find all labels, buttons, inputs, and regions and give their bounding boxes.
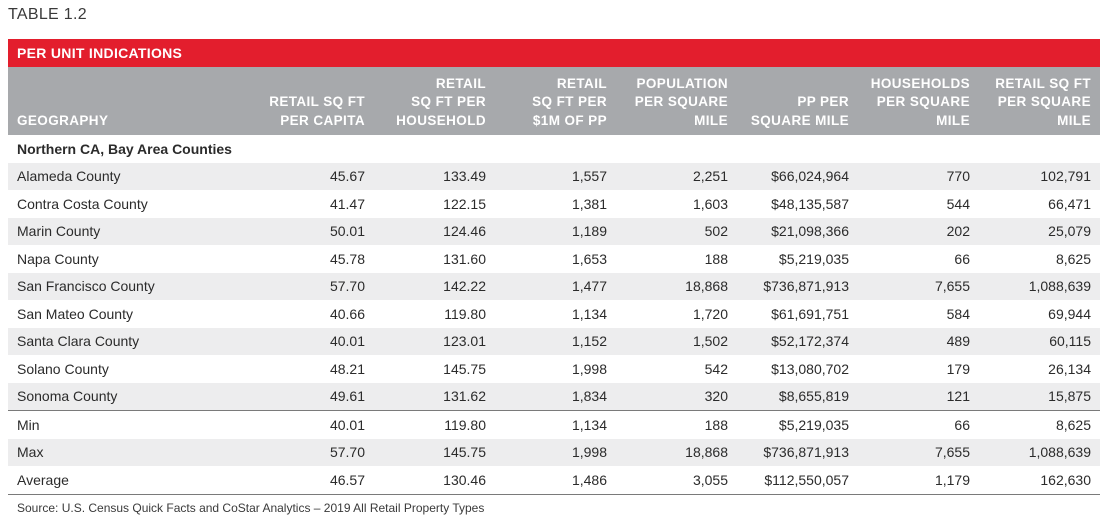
table-row [8, 411, 1100, 439]
table-cell: 145.75 [374, 439, 495, 467]
table-cell: 7,655 [858, 273, 979, 301]
table-cell: 162,630 [979, 466, 1100, 494]
table-row [8, 245, 1100, 273]
column-header-line: PER SQUARE [997, 94, 1091, 109]
table-cell: 1,134 [495, 411, 616, 439]
table-cell: 122.15 [443, 195, 486, 212]
table-cell: $8,655,819 [737, 383, 858, 411]
column-header-line: GEOGRAPHY [17, 112, 109, 128]
table-cell: 1,189 [495, 218, 616, 246]
table-cell: 1,152 [495, 328, 616, 356]
table-cell: $61,691,751 [771, 305, 849, 322]
column-header [858, 67, 979, 135]
table-cell: 119.80 [444, 305, 486, 322]
table-cell: 145.75 [443, 360, 486, 377]
table-row [8, 439, 1100, 467]
source-note: Source: U.S. Census Quick Facts and CoStar Analytics – 2019 All Retail Property Types [17, 500, 485, 515]
column-header-line: PER SQUARE [634, 94, 728, 109]
table-cell: 40.01 [248, 411, 374, 439]
table-cell: 1,557 [495, 163, 616, 191]
table-cell: 69,944 [1048, 305, 1091, 322]
table-cell: 40.01 [248, 328, 374, 356]
table-row [8, 300, 1100, 328]
table-cell: $5,219,035 [737, 411, 858, 439]
table-row [8, 466, 1100, 494]
column-header-line: MILE [694, 112, 728, 128]
column-header [8, 67, 248, 135]
table-cell: $66,024,964 [737, 163, 858, 191]
table-cell: 1,134 [571, 305, 607, 322]
column-header-line: MILE [1057, 112, 1091, 128]
table-cell: 40.66 [329, 305, 365, 322]
table-cell: 2,251 [616, 163, 737, 191]
table-cell: 1,998 [495, 439, 616, 467]
table-cell: 41.47 [329, 195, 365, 212]
table-cell: 502 [616, 218, 737, 246]
table-cell: 1,088,639 [979, 273, 1100, 301]
table-cell: 50.01 [248, 218, 374, 246]
table-cell: 48.21 [329, 360, 365, 377]
table-cell: 8,625 [979, 411, 1100, 439]
row-label: Min [8, 411, 248, 439]
table-row [8, 355, 1100, 383]
column-header-line: RETAIL SQ FT [995, 75, 1091, 91]
row-label: Santa Clara County [8, 328, 248, 356]
column-header-line: $1M OF PP [532, 112, 607, 128]
table-cell: 1,088,639 [979, 439, 1100, 467]
column-header [248, 67, 374, 135]
table-cell: 1,653 [571, 250, 607, 267]
column-header-line: PER CAPITA [280, 112, 365, 128]
table-row [8, 383, 1100, 411]
column-header [737, 67, 858, 135]
table-cell: 15,875 [979, 383, 1100, 411]
column-header-line: RETAIL [556, 75, 607, 91]
row-label: Alameda County [8, 163, 248, 191]
table-cell: 320 [616, 383, 737, 411]
table-cell: 45.67 [248, 163, 374, 191]
row-label: Solano County [17, 360, 109, 377]
row-label: Sonoma County [8, 383, 248, 411]
table-cell: 7,655 [858, 439, 979, 467]
column-header [495, 67, 616, 135]
header-row [8, 67, 1100, 135]
table-cell: 66,471 [1048, 195, 1091, 212]
table-cell: 1,834 [495, 383, 616, 411]
table-row [8, 190, 1100, 218]
column-header-line: PER SQUARE [876, 94, 970, 109]
column-header-line: MILE [936, 112, 970, 128]
row-label: San Francisco County [8, 273, 248, 301]
table-row [8, 163, 1100, 191]
group-label: Northern CA, Bay Area Counties [17, 140, 232, 157]
table-cell: 542 [704, 360, 728, 377]
table-cell: 46.57 [248, 466, 374, 494]
table-cell: 102,791 [979, 163, 1100, 191]
row-label: Marin County [8, 218, 248, 246]
column-header-line: RETAIL [435, 75, 486, 91]
table-cell: 130.46 [374, 466, 495, 494]
table-cell: $736,871,913 [737, 273, 858, 301]
table-cell: 1,998 [571, 360, 607, 377]
column-header-line: SQ FT PER [411, 94, 486, 109]
row-label: Average [8, 466, 248, 494]
table-cell: 1,720 [692, 305, 728, 322]
row-label: Contra Costa County [17, 195, 148, 212]
column-header-line: POPULATION [636, 75, 728, 91]
table-cell: 1,486 [495, 466, 616, 494]
table-cell: 1,179 [858, 466, 979, 494]
table-cell: 1,603 [692, 195, 728, 212]
table-cell: 45.78 [329, 250, 365, 267]
column-header-line: SQUARE MILE [750, 112, 849, 128]
table-cell: $5,219,035 [778, 250, 849, 267]
table-cell: 1,502 [616, 328, 737, 356]
table-cell: 202 [858, 218, 979, 246]
table-cell: 124.46 [374, 218, 495, 246]
table-cell: $112,550,057 [737, 466, 858, 494]
data-table-container [8, 39, 1100, 515]
column-header-line: RETAIL SQ FT [269, 94, 365, 109]
per-unit-table [8, 67, 1100, 495]
table-cell: 179 [946, 360, 970, 377]
table-cell: 66 [954, 250, 970, 267]
table-cell: 1,477 [495, 273, 616, 301]
column-header-line: HOUSEHOLDS [870, 75, 970, 91]
table-cell: 3,055 [616, 466, 737, 494]
table-cell: 584 [946, 305, 970, 322]
table-cell: 57.70 [248, 273, 374, 301]
row-label: Max [8, 439, 248, 467]
row-label: San Mateo County [17, 305, 133, 322]
table-row [8, 273, 1100, 301]
table-cell: 1,381 [571, 195, 607, 212]
table-cell: 57.70 [248, 439, 374, 467]
column-header-line: SQ FT PER [532, 94, 607, 109]
table-cell: 770 [858, 163, 979, 191]
table-cell: $13,080,702 [771, 360, 849, 377]
table-cell: 60,115 [979, 328, 1100, 356]
table-cell: 131.62 [374, 383, 495, 411]
column-header-line: HOUSEHOLD [396, 112, 486, 128]
column-header [374, 67, 495, 135]
table-cell: $48,135,587 [771, 195, 849, 212]
table-cell: 142.22 [374, 273, 495, 301]
table-label: TABLE 1.2 [8, 6, 87, 23]
table-cell: 18,868 [616, 439, 737, 467]
table-body [8, 135, 1100, 494]
table-cell: 188 [704, 250, 728, 267]
table-row [8, 328, 1100, 356]
table-cell: 123.01 [374, 328, 495, 356]
table-row [8, 218, 1100, 246]
row-label: Napa County [17, 250, 99, 267]
table-cell: $52,172,374 [737, 328, 858, 356]
column-header [616, 67, 737, 135]
table-cell: 489 [858, 328, 979, 356]
table-cell: $21,098,366 [737, 218, 858, 246]
table-cell: 8,625 [1055, 250, 1091, 267]
table-banner: PER UNIT INDICATIONS [8, 39, 1100, 67]
table-cell: 131.60 [443, 250, 486, 267]
table-cell: 25,079 [979, 218, 1100, 246]
table-cell: 18,868 [616, 273, 737, 301]
table-cell: 66 [858, 411, 979, 439]
group-row [8, 135, 1100, 163]
table-cell: 133.49 [374, 163, 495, 191]
column-header [979, 67, 1100, 135]
table-cell: 49.61 [248, 383, 374, 411]
column-header-line: PP PER [797, 94, 849, 109]
table-cell: $736,871,913 [737, 439, 858, 467]
table-cell: 26,134 [1048, 360, 1091, 377]
table-cell: 119.80 [374, 411, 495, 439]
table-cell: 121 [858, 383, 979, 411]
table-cell: 544 [946, 195, 970, 212]
table-cell: 188 [616, 411, 737, 439]
